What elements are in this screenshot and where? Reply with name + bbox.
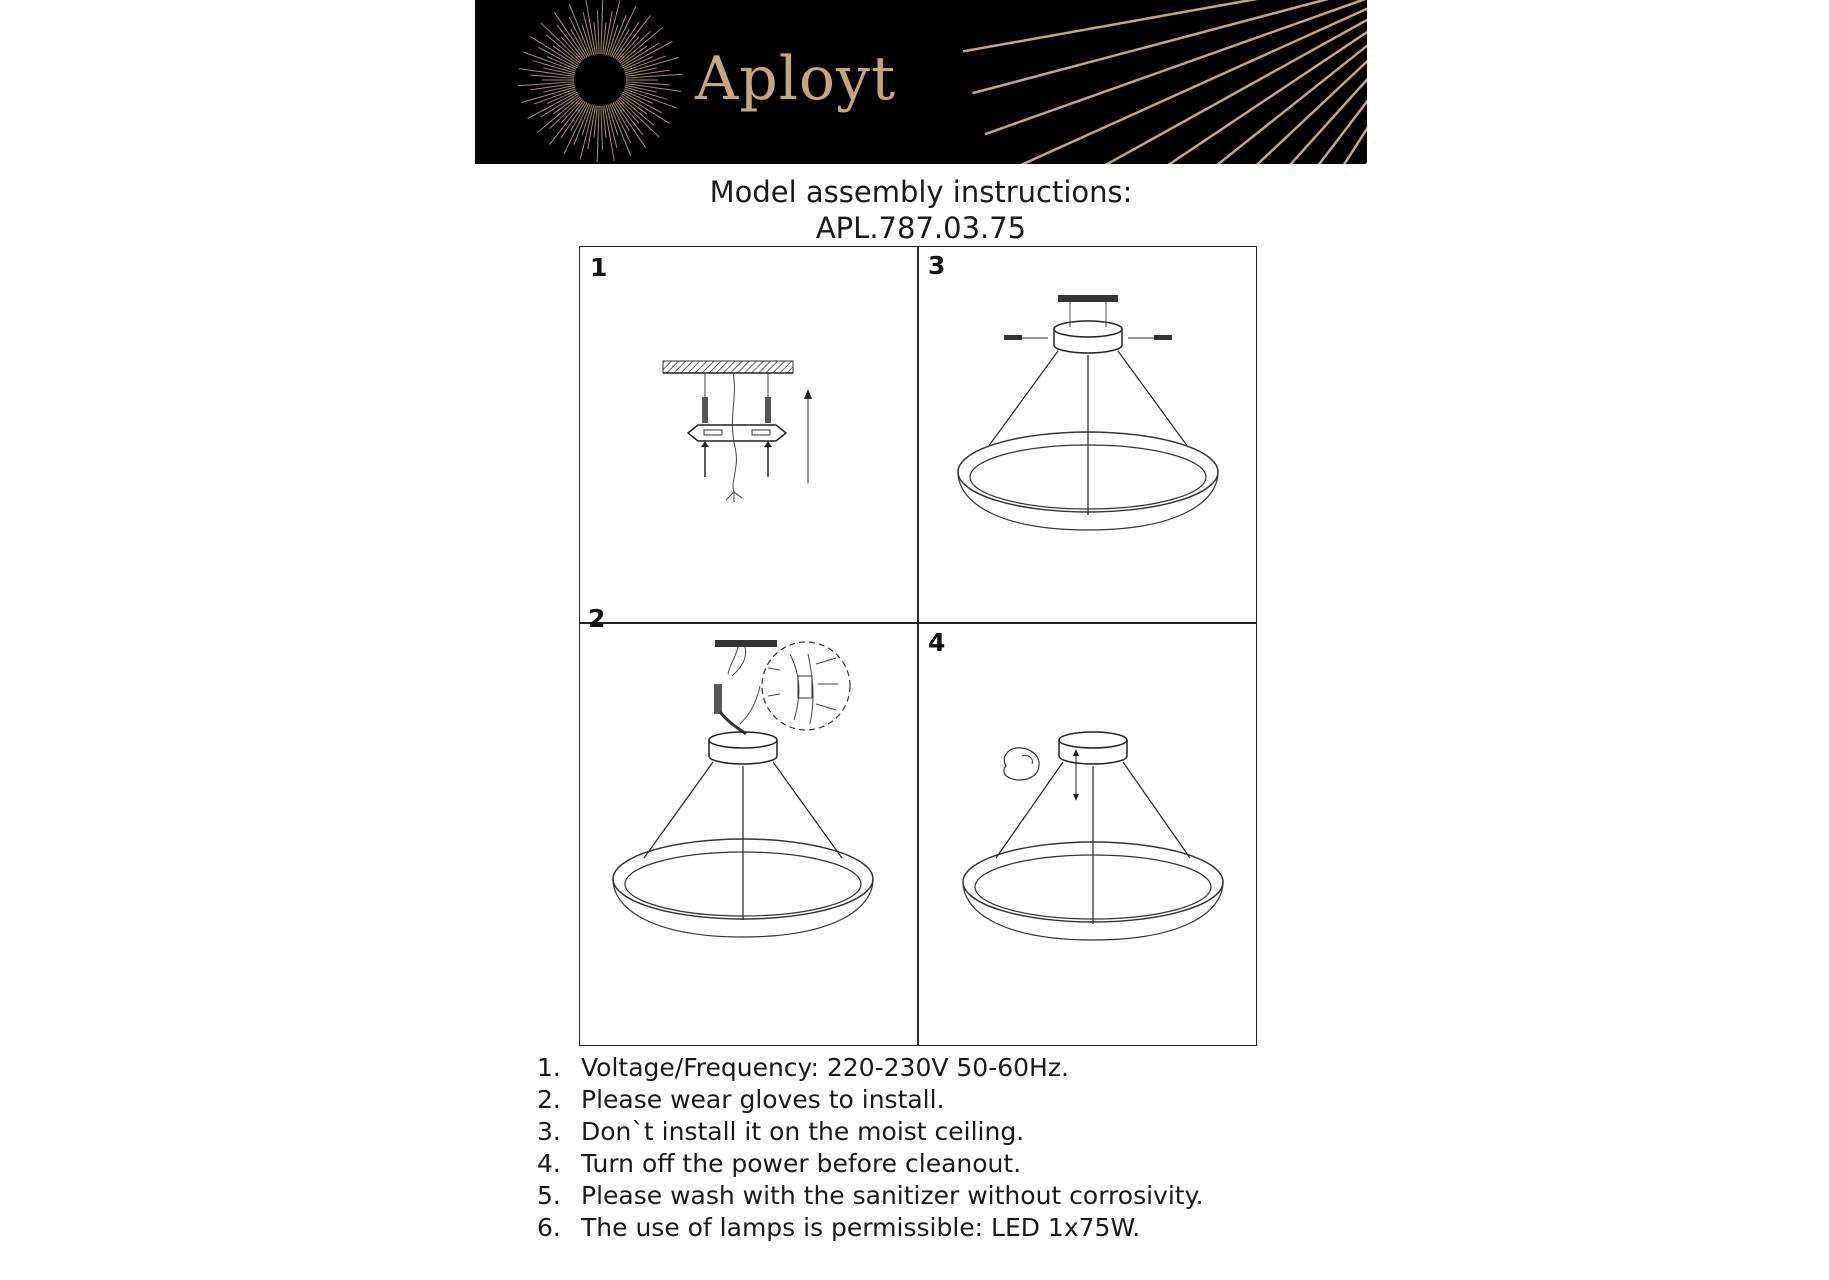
note-text: The use of lamps is permissible: LED 1x75W. xyxy=(581,1213,1141,1242)
note-text: Turn off the power before cleanout. xyxy=(581,1149,1022,1178)
note-text: Don`t install it on the moist ceiling. xyxy=(581,1117,1025,1146)
step-3-panel xyxy=(918,247,1258,622)
note-number: 3. xyxy=(537,1117,561,1146)
title-line-1: Model assembly instructions: xyxy=(709,175,1133,209)
step-number: 2 xyxy=(588,604,606,633)
assembly-diagram-grid xyxy=(579,246,1257,1046)
height-adjustment-diagram xyxy=(918,624,1258,1047)
step-number: 4 xyxy=(928,628,946,657)
note-number: 6. xyxy=(537,1213,561,1242)
ceiling-bracket-diagram xyxy=(580,247,917,622)
safety-notes-list xyxy=(537,1052,1297,1244)
pendant-hanging-diagram xyxy=(918,247,1258,622)
step-2-panel xyxy=(580,604,917,1047)
note-item xyxy=(537,1052,1297,1084)
page-title xyxy=(475,174,1367,246)
brand-banner xyxy=(475,0,1367,164)
brand-logo-text: Aployt xyxy=(695,44,897,114)
step-1-panel xyxy=(580,247,917,622)
step-4-panel xyxy=(918,624,1258,1047)
note-number: 2. xyxy=(537,1085,561,1114)
note-item xyxy=(537,1180,1297,1212)
note-item xyxy=(537,1148,1297,1180)
note-item xyxy=(537,1212,1297,1244)
model-number: APL.787.03.75 xyxy=(815,211,1027,245)
sun-rays-decoration xyxy=(963,0,1367,164)
note-number: 1. xyxy=(537,1053,561,1082)
sun-logo-icon xyxy=(518,0,682,162)
wiring-connection-diagram xyxy=(580,624,917,1047)
step-number: 1 xyxy=(590,253,608,282)
note-text: Voltage/Frequency: 220-230V 50-60Hz. xyxy=(581,1053,1069,1082)
note-item xyxy=(537,1084,1297,1116)
note-number: 5. xyxy=(537,1181,561,1210)
note-number: 4. xyxy=(537,1149,561,1178)
sunburst-graphic xyxy=(475,0,1367,164)
note-text: Please wear gloves to install. xyxy=(581,1085,945,1114)
step-number: 3 xyxy=(928,251,946,280)
note-item xyxy=(537,1116,1297,1148)
note-text: Please wash with the sanitizer without corrosivity. xyxy=(581,1181,1204,1210)
